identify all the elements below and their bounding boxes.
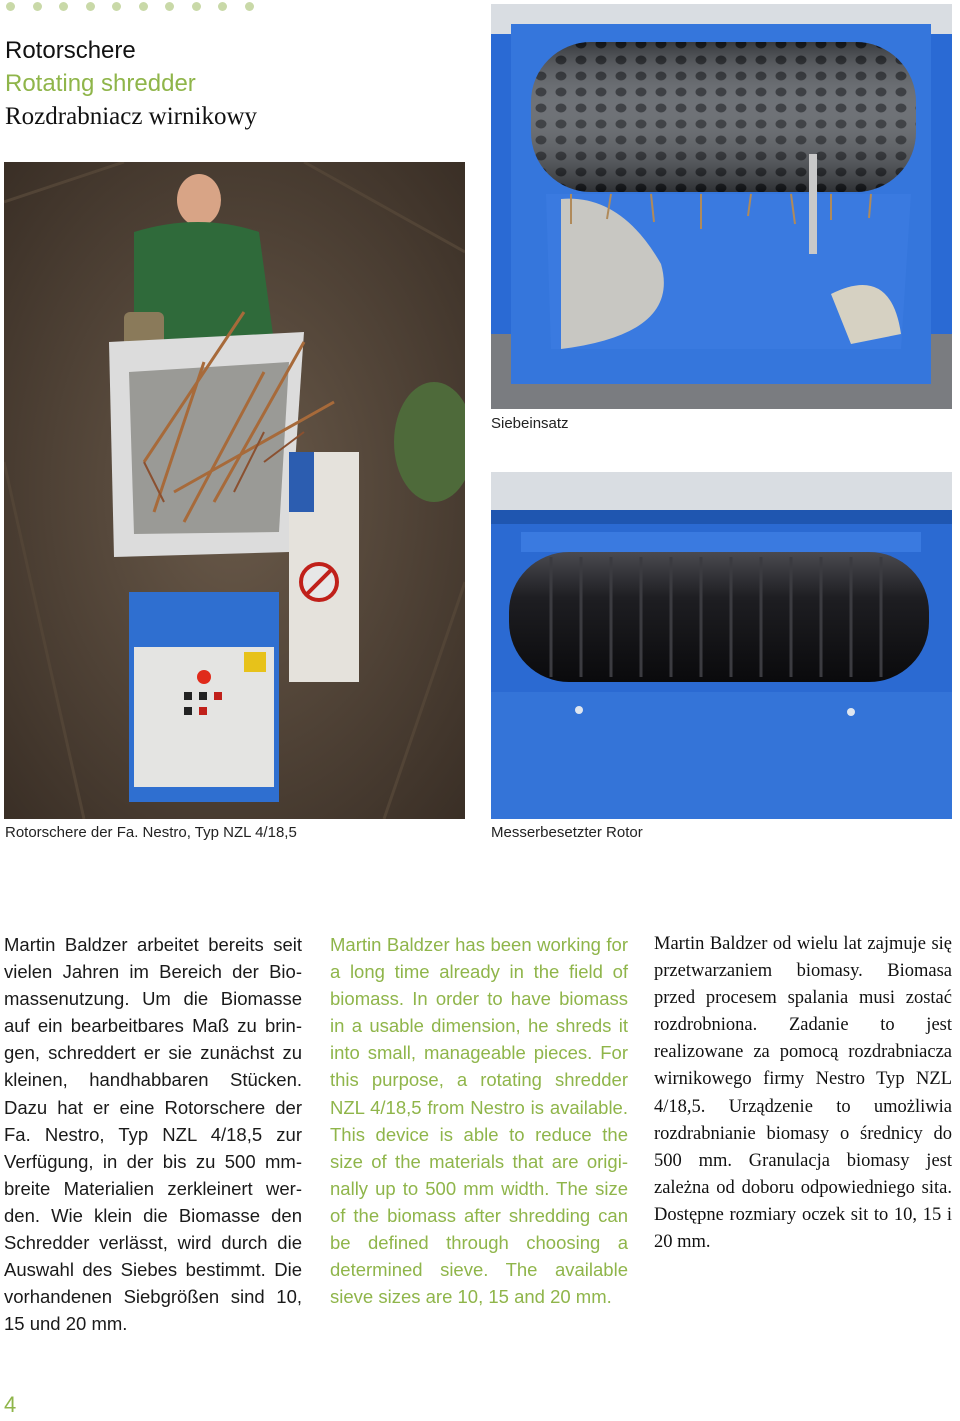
sieve-insert-photo	[491, 4, 952, 409]
dot-icon	[245, 2, 254, 11]
dot-icon	[86, 2, 95, 11]
main-photo-caption: Rotorschere der Fa. Nestro, Typ NZL 4/18,5	[5, 824, 297, 841]
body-text-german: Martin Baldzer arbeitet bereits seit vielen Jahren im Bereich der Biomassenutzung. Um die Biomasse auf ein bearbeitbares Maß zu bringen, schreddert er sie zunächst zu kleinen, handhabbaren Stücken. Dazu hat er eine Rotorschere der Fa. Nestro, Typ NZL 4/18,5 zur Verfügung, in der bis zu 500 mm-breite Materialien zerkleinert werden. Wie klein die Biomasse den Schredder verlässt, wird durch die Auswahl des Siebes bestimmt. Die vorhandenen Siebgrößen sind 10, 15 und 20 mm.	[4, 934, 302, 1335]
dot-icon	[218, 2, 227, 11]
title-english: Rotating shredder	[5, 70, 196, 97]
dot-icon	[33, 2, 42, 11]
main-shredder-photo	[4, 162, 465, 819]
dot-icon	[165, 2, 174, 11]
page-number: 4	[4, 1392, 17, 1417]
title-polish: Rozdrabniacz wirnikowy	[5, 103, 258, 130]
rotor-photo-caption: Messerbesetzter Rotor	[491, 824, 643, 841]
dot-icon	[59, 2, 68, 11]
dot-icon	[139, 2, 148, 11]
decorative-dot-row	[6, 2, 254, 16]
page-title	[5, 34, 257, 133]
body-text-english: Martin Baldzer has been working for a long time already in the field of biomass. In order to have biomass in a usable dimension, he shreds it into small, manageable pieces. For this purpose, a rotating shredder NZL 4/18,5 from Nestro is available. This device is able to reduce the size of the materials that are originally up to 500 mm width. The size of the biomass after shredding can be defined through choosing a determined sieve. The available sieve sizes are 10, 15 and 20 mm.	[330, 934, 628, 1308]
dot-icon	[112, 2, 121, 11]
sieve-photo-caption: Siebeinsatz	[491, 415, 569, 432]
title-german: Rotorschere	[5, 37, 136, 64]
knife-rotor-photo	[491, 472, 952, 819]
body-text-polish: Martin Baldzer od wielu lat zajmuje się przetwarzaniem biomasy. Biomasa przed procesem spalania musi zostać rozdrobniona. Zadanie to jest realizowane za pomocą rozdrabniacza wirnikowego firmy Nestro Typ NZL 4/18,5. Urządzenie to umożliwia rozdrabnianie biomasy o średnicy do 500 mm. Granulacja biomasy jest zależna od doboru odpowiedniego sita. Dostępne rozmiary oczek sit to 10, 15 i 20 mm.	[654, 934, 952, 1253]
dot-icon	[192, 2, 201, 11]
dot-icon	[6, 2, 15, 11]
